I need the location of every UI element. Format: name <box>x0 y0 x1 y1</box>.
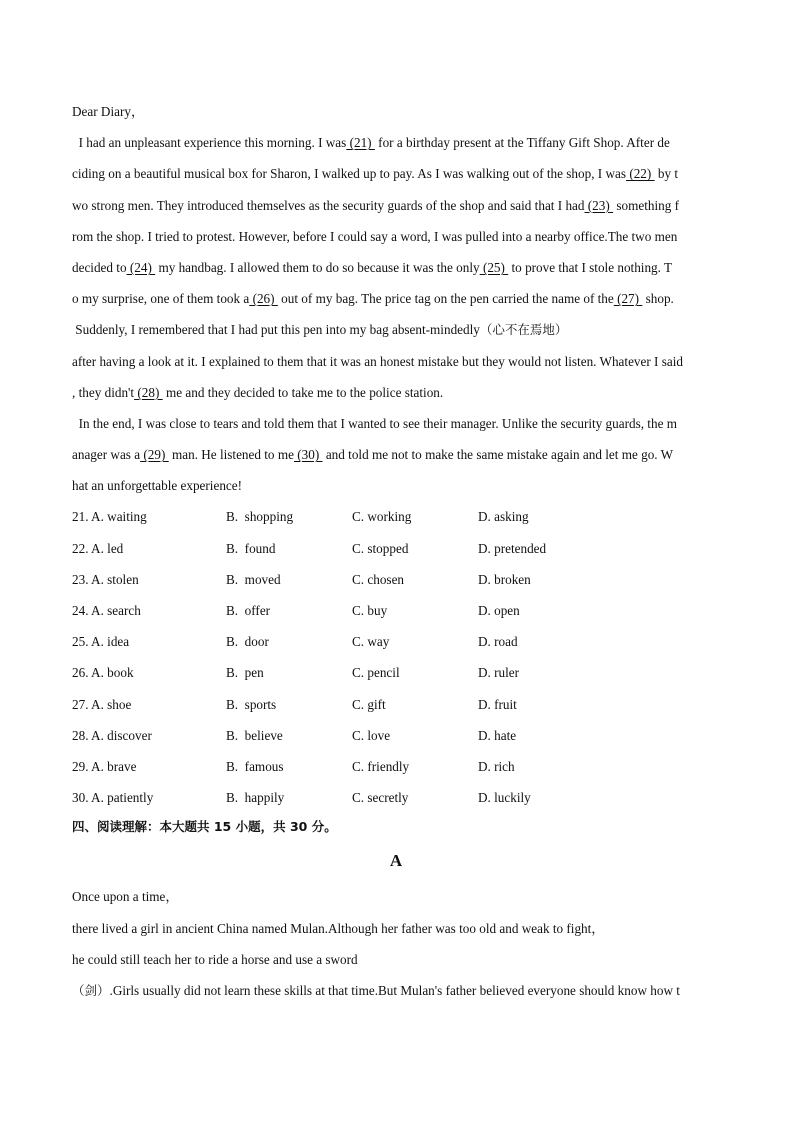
letter-line <box>72 408 724 439</box>
question-row <box>72 720 724 751</box>
question-row <box>72 564 724 595</box>
letter-text: man. He listened to me <box>168 447 294 463</box>
letter-line <box>72 314 724 345</box>
passage-text: .Girls usually did not learn these skills at that time.But Mulan's father believed everyone should know how t <box>109 982 680 998</box>
question-row <box>72 533 724 564</box>
question-row <box>72 689 724 720</box>
option-a: 22. A. led <box>72 540 124 556</box>
option-c: C. buy <box>352 603 388 618</box>
letter-text: out of my bag. The price tag on the pen carried the name of the <box>277 291 614 307</box>
option-a: 29. A. brave <box>72 758 137 774</box>
letter-text: my handbag. I allowed them to do so because it was the only <box>155 259 480 275</box>
question-row <box>72 751 724 782</box>
letter-text: rom the shop. I tried to protest. However, before I could say a word, I was pulled into a nearby office.The two men <box>72 228 678 244</box>
letter-text: ciding on a beautiful musical box for Sharon, I walked up to pay. As I was walking out of the shop, I was <box>72 166 627 182</box>
letter-text: Suddenly, I remembered that I had put this pen into my bag absent-mindedly（心不在焉地） <box>72 322 568 338</box>
letter-line <box>72 252 724 283</box>
letter-line <box>72 439 724 470</box>
blank-number: (24) <box>126 259 156 275</box>
blank-number: (26) <box>249 291 278 307</box>
option-d: D. open <box>478 603 520 618</box>
option-d: D. hate <box>478 727 517 743</box>
option-d: D. broken <box>478 571 531 587</box>
option-c: C. gift <box>352 696 386 712</box>
letter-line <box>72 158 724 189</box>
letter-text: shop. <box>642 291 674 307</box>
letter-text: decided to <box>72 259 127 275</box>
letter-line <box>72 346 724 377</box>
letter-text: for a birthday present at the Tiffany Gift Shop. After de <box>374 135 670 151</box>
option-b: B. pen <box>226 665 264 681</box>
blank-number: (25) <box>479 259 509 275</box>
letter-text: anager was a <box>72 447 141 463</box>
letter-text: hat an unforgettable experience! <box>72 478 243 494</box>
letter-text: by t <box>654 166 679 182</box>
option-a: 27. A. shoe <box>72 696 132 712</box>
option-b: B. found <box>226 540 276 556</box>
letter-text: wo strong men. They introduced themselves as the security guards of the shop and said that I had <box>72 197 585 213</box>
gloss-text: （心不在焉地） <box>479 322 568 338</box>
letter-line <box>72 221 724 252</box>
letter-text: o my surprise, one of them took a <box>72 291 250 307</box>
letter-line <box>72 283 724 314</box>
passage-line: there lived a girl in ancient China named Mulan.Although her father was too old and weak to fight， <box>72 920 605 936</box>
blank-number: (27) <box>613 291 643 307</box>
question-row <box>72 501 724 532</box>
letter-line <box>72 127 724 158</box>
letter-line <box>72 470 724 501</box>
passage-line: Once upon a time， <box>72 889 179 905</box>
option-b: B. happily <box>226 790 285 806</box>
blank-number: (22) <box>626 166 655 182</box>
option-a: 30. A. patiently <box>72 790 154 806</box>
gloss-text: （剑） <box>72 982 110 998</box>
letter-text: something f <box>613 197 679 213</box>
option-b: B. sports <box>226 696 277 712</box>
option-a: 24. A. search <box>72 603 141 618</box>
option-a: 28. A. discover <box>72 727 152 743</box>
option-c: C. stopped <box>352 540 409 556</box>
option-c: C. love <box>352 727 391 743</box>
option-c: C. pencil <box>352 665 400 681</box>
option-b: B. offer <box>226 603 271 618</box>
blank-number: (30) <box>293 447 323 463</box>
passage-line <box>72 975 724 1006</box>
option-c: C. way <box>352 634 390 650</box>
blank-number: (29) <box>140 447 169 463</box>
letter-text: , they didn't <box>72 384 135 400</box>
option-a: 23. A. stolen <box>72 571 139 587</box>
passage-body <box>72 881 724 1006</box>
passage-label: A <box>389 851 403 871</box>
letter-text: In the end, I was close to tears and told them that I wanted to see their manager. Unlike the security guards, the m <box>72 415 677 431</box>
question-list <box>72 501 724 813</box>
question-row <box>72 782 724 813</box>
option-c: C. working <box>352 509 412 525</box>
passage-line: he could still teach her to ride a horse and use a sword <box>72 951 358 967</box>
letter-text: I had an unpleasant experience this morning. I was <box>72 135 347 151</box>
letter-line <box>72 377 724 408</box>
letter-text: to prove that I stole nothing. T <box>508 259 673 275</box>
document-page <box>72 96 724 1006</box>
question-row <box>72 595 724 626</box>
question-row <box>72 626 724 657</box>
option-c: C. chosen <box>352 571 405 587</box>
letter-line <box>72 190 724 221</box>
option-d: D. ruler <box>478 665 520 681</box>
option-d: D. rich <box>478 758 515 774</box>
option-d: D. luckily <box>478 790 531 806</box>
option-b: B. door <box>226 634 269 650</box>
option-b: B. believe <box>226 727 283 743</box>
option-b: B. moved <box>226 571 281 587</box>
blank-number: (23) <box>584 197 614 213</box>
section-heading: 四、阅读理解：本大题共 15 小题，共 30 分。 <box>72 819 337 835</box>
option-d: D. road <box>478 634 518 650</box>
option-a: 26. A. book <box>72 665 134 681</box>
option-a: 25. A. idea <box>72 634 130 650</box>
option-d: D. asking <box>478 509 529 525</box>
option-c: C. secretly <box>352 790 409 806</box>
blank-number: (21) <box>346 135 375 151</box>
option-a: 21. A. waiting <box>72 509 147 525</box>
letter-greeting: Dear Diary， <box>72 104 145 119</box>
blank-number: (28) <box>134 384 163 400</box>
option-b: B. famous <box>226 758 284 774</box>
letter-text: and told me not to make the same mistake again and let me go. W <box>322 447 674 463</box>
option-d: D. pretended <box>478 540 547 556</box>
letter-text: me and they decided to take me to the police station. <box>162 384 444 400</box>
option-d: D. fruit <box>478 696 517 712</box>
option-c: C. friendly <box>352 758 410 774</box>
letter-text: after having a look at it. I explained to them that it was an honest mistake but they would not listen. Whatever I said <box>72 353 683 369</box>
option-b: B. shopping <box>226 509 294 525</box>
letter-body <box>72 127 724 501</box>
question-row <box>72 657 724 688</box>
